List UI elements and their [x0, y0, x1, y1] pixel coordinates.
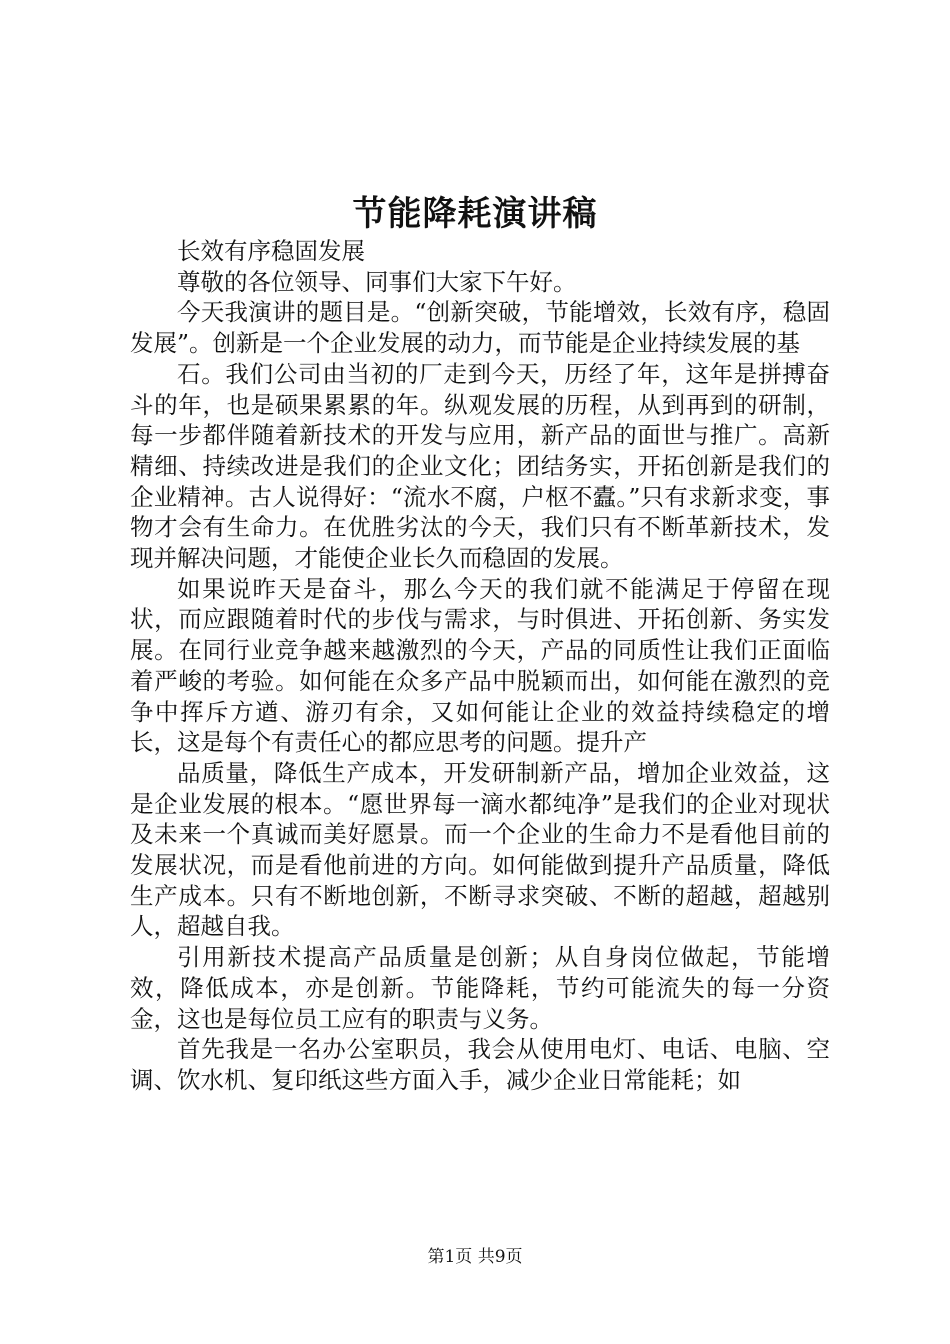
paragraph-quality: 品质量，降低生产成本，开发研制新产品，增加企业效益，这是企业发展的根本。“愿世界每一滴水都纯净”是我们的企业对现状及未来一个真诚而美好愿景。而一个企业的生命力不是看他目前的发展状况，而是看他前进的方向。如何能做到提升产品质量，降低生产成本。只有不断地创新，不断寻求突破、不断的超越，超越别人，超越自我。 — [130, 758, 830, 941]
paragraph-innovation: 如果说昨天是奋斗，那么今天的我们就不能满足于停留在现状，而应跟随着时代的步伐与需求，与时俱进、开拓创新、务实发展。在同行业竞争越来越激烈的今天，产品的同质性让我们正面临着严峻的考验。如何能在众多产品中脱颖而出，如何能在激烈的竞争中挥斥方遒、游刃有余，又如何能让企业的效益持续稳定的增长，这是每个有责任心的都应思考的问题。提升产 — [130, 574, 830, 757]
paragraph-new-technology: 引用新技术提高产品质量是创新；从自身岗位做起，节能增效，降低成本，亦是创新。节能降耗，节约可能流失的每一分资金，这也是每位员工应有的职责与义务。 — [130, 943, 830, 1033]
page-number-footer: 第1页 共9页 — [427, 1247, 523, 1267]
document-body — [130, 236, 830, 1096]
document-title: 节能降耗演讲稿 — [352, 194, 598, 234]
paragraph-office-staff: 首先我是一名办公室职员，我会从使用电灯、电话、电脑、空调、饮水机、复印纸这些方面入手，减少企业日常能耗；如 — [130, 1035, 830, 1094]
paragraph-company-history: 石。我们公司由当初的厂走到今天，历经了年，这年是拼搏奋斗的年，也是硕果累累的年。纵观发展的历程，从到再到的研制，每一步都伴随着新技术的开发与应用，新产品的面世与推广。高新精细、持续改进是我们的企业文化；团结务实，开拓创新是我们的企业精神。古人说得好：“流水不腐，户枢不蠹。”只有求新求变，事物才会有生命力。在优胜劣汰的今天，我们只有不断革新技术，发现并解决问题，才能使企业长久而稳固的发展。 — [130, 359, 830, 573]
paragraph-greeting: 尊敬的各位领导、同事们大家下午好。 — [177, 267, 577, 296]
paragraph-topic: 今天我演讲的题目是。“创新突破，节能增效，长效有序，稳固发展”。创新是一个企业发展的动力，而节能是企业持续发展的基 — [130, 298, 830, 358]
paragraph-subtitle: 长效有序稳固发展 — [177, 237, 365, 265]
